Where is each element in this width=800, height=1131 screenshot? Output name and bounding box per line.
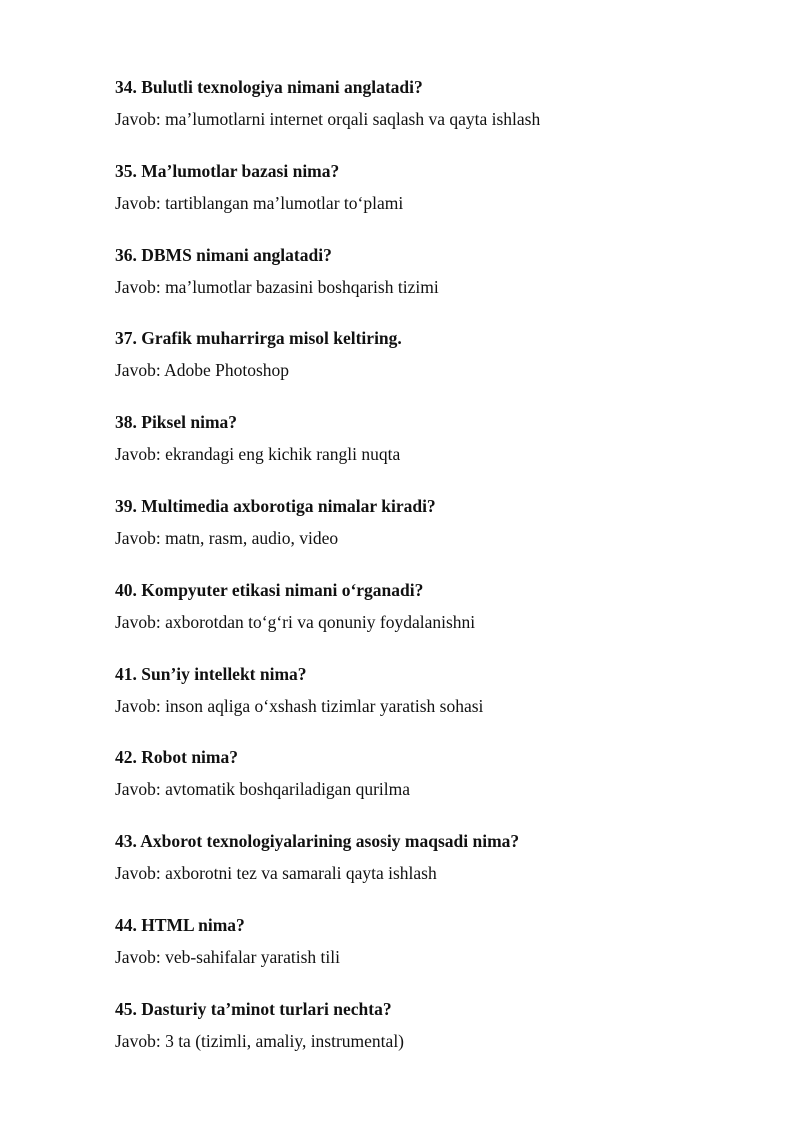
document-page xyxy=(115,75,755,1081)
answer-text: Javob: inson aqliga o‘xshash tizimlar yaratish sohasi xyxy=(115,695,484,716)
question-text: 39. Multimedia axborotiga nimalar kiradi? xyxy=(115,495,436,516)
answer-text: Javob: veb-sahifalar yaratish tili xyxy=(115,946,340,967)
qa-item xyxy=(115,326,755,410)
qa-item xyxy=(115,578,755,662)
question-text: 35. Ma’lumotlar bazasi nima? xyxy=(115,160,340,181)
answer-text: Javob: axborotni tez va samarali qayta ishlash xyxy=(115,863,437,884)
qa-item xyxy=(115,997,755,1081)
qa-item xyxy=(115,75,755,159)
answer-text: Javob: Adobe Photoshop xyxy=(115,360,290,381)
qa-item xyxy=(115,410,755,494)
question-text: 42. Robot nima? xyxy=(115,747,238,768)
question-text: 45. Dasturiy ta’minot turlari nechta? xyxy=(115,998,392,1019)
question-text: 36. DBMS nimani anglatadi? xyxy=(115,244,332,265)
answer-text: Javob: 3 ta (tizimli, amaliy, instrumental) xyxy=(115,1030,405,1051)
qa-item xyxy=(115,243,755,327)
question-text: 43. Axborot texnologiyalarining asosiy maqsadi nima? xyxy=(115,831,520,852)
qa-item xyxy=(115,494,755,578)
question-text: 44. HTML nima? xyxy=(115,914,245,935)
qa-item xyxy=(115,662,755,746)
question-text: 38. Piksel nima? xyxy=(115,412,238,433)
qa-item xyxy=(115,829,755,913)
question-text: 37. Grafik muharrirga misol keltiring. xyxy=(115,328,402,349)
answer-text: Javob: ekrandagi eng kichik rangli nuqta xyxy=(115,444,401,465)
answer-text: Javob: tartiblangan ma’lumotlar to‘plami xyxy=(115,192,404,213)
qa-item xyxy=(115,745,755,829)
qa-item xyxy=(115,913,755,997)
question-text: 34. Bulutli texnologiya nimani anglatadi? xyxy=(115,77,423,97)
question-text: 40. Kompyuter etikasi nimani o‘rganadi? xyxy=(115,579,424,600)
answer-text: Javob: ma’lumotlarni internet orqali saqlash va qayta ishlash xyxy=(115,109,541,129)
question-text: 41. Sun’iy intellekt nima? xyxy=(115,663,307,684)
answer-text: Javob: axborotdan to‘g‘ri va qonuniy foydalanishni xyxy=(115,611,476,632)
qa-item xyxy=(115,159,755,243)
answer-text: Javob: matn, rasm, audio, video xyxy=(115,527,339,548)
answer-text: Javob: avtomatik boshqariladigan qurilma xyxy=(115,779,411,800)
answer-text: Javob: ma’lumotlar bazasini boshqarish tizimi xyxy=(115,276,439,297)
